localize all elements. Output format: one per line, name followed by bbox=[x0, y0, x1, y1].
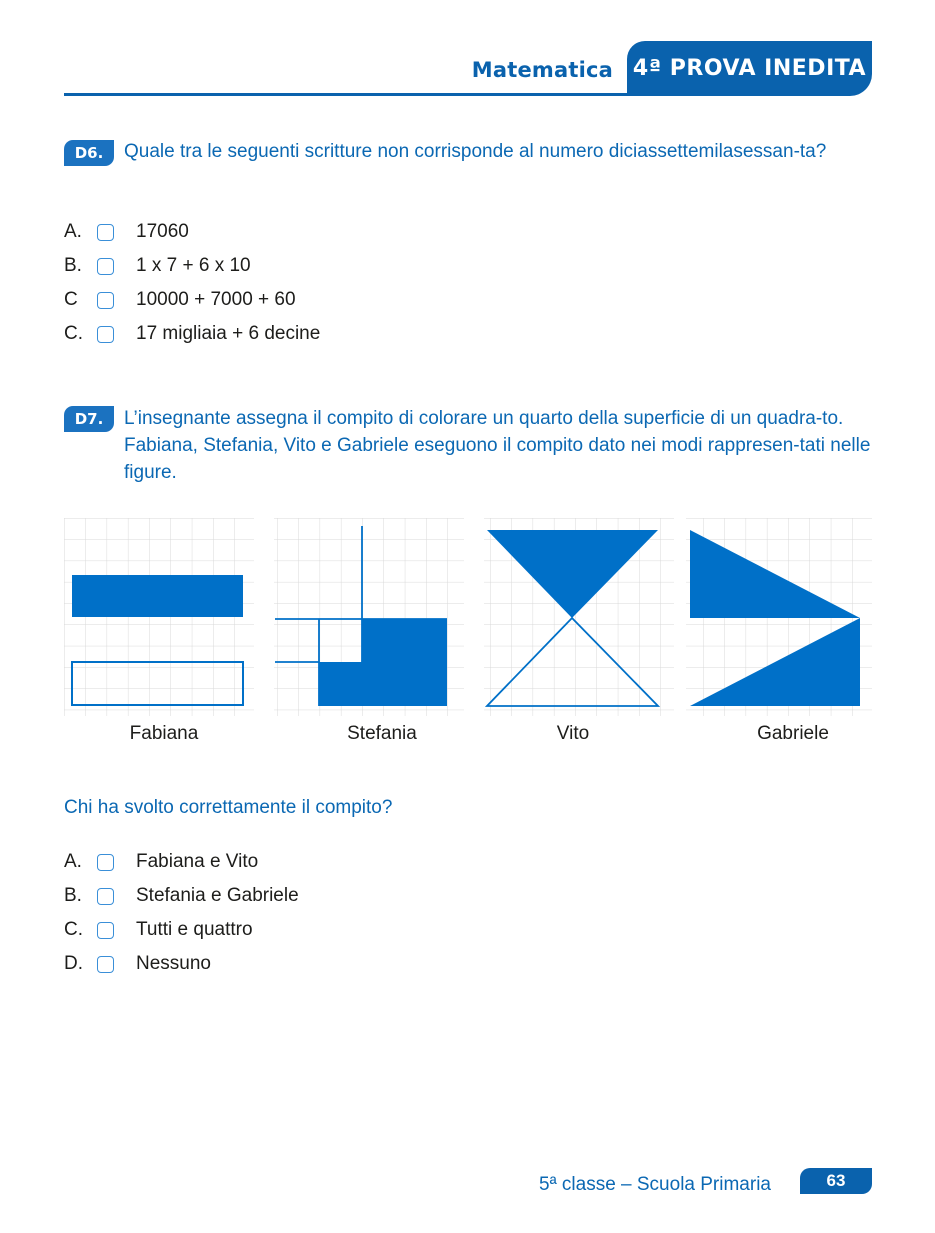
checkbox[interactable] bbox=[97, 258, 114, 275]
caption-vito: Vito bbox=[556, 723, 590, 744]
option-d6-d[interactable] bbox=[64, 317, 320, 351]
figures-panel bbox=[64, 518, 872, 718]
question-badge-d6: D6. bbox=[64, 140, 114, 166]
options-d7 bbox=[64, 845, 299, 981]
figures-svg bbox=[64, 518, 872, 718]
checkbox[interactable] bbox=[97, 922, 114, 939]
option-letter: A. bbox=[64, 221, 82, 242]
option-letter: A. bbox=[64, 851, 82, 872]
options-d6 bbox=[64, 215, 320, 351]
option-text: 1 x 7 + 6 x 10 bbox=[136, 255, 251, 276]
option-d7-d[interactable] bbox=[64, 947, 299, 981]
option-d6-c[interactable] bbox=[64, 283, 320, 317]
caption-stefania: Stefania bbox=[347, 723, 417, 744]
checkbox[interactable] bbox=[97, 888, 114, 905]
option-d7-c[interactable] bbox=[64, 913, 299, 947]
question-badge-d7: D7. bbox=[64, 406, 114, 432]
checkbox[interactable] bbox=[97, 956, 114, 973]
option-letter: B. bbox=[64, 255, 82, 276]
checkbox[interactable] bbox=[97, 326, 114, 343]
question-text-d7: L’insegnante assegna il compito di colorare un quarto della superficie di un quadra-to. Fabiana, Stefania, Vito e Gabriele eseguono il compito dato nei modi rappresen-tati nelle figure. bbox=[124, 408, 871, 483]
test-tab-label: 4ª PROVA INEDITA bbox=[632, 56, 867, 81]
option-d6-a[interactable] bbox=[64, 215, 320, 249]
caption-gabriele: Gabriele bbox=[757, 723, 829, 744]
header-rule bbox=[64, 93, 644, 96]
checkbox[interactable] bbox=[97, 854, 114, 871]
page-number: 63 bbox=[800, 1168, 872, 1194]
option-d6-b[interactable] bbox=[64, 249, 320, 283]
option-letter: C. bbox=[64, 323, 83, 344]
fabiana-filled-rect bbox=[72, 575, 243, 617]
option-text: Nessuno bbox=[136, 953, 211, 974]
option-d7-a[interactable] bbox=[64, 845, 299, 879]
option-letter: B. bbox=[64, 885, 82, 906]
stefania-small-square bbox=[319, 662, 362, 706]
option-text: 17 migliaia + 6 decine bbox=[136, 323, 321, 344]
caption-fabiana: Fabiana bbox=[129, 723, 199, 744]
option-text: 17060 bbox=[136, 221, 189, 242]
option-letter: C. bbox=[64, 919, 83, 940]
option-text: Fabiana e Vito bbox=[136, 851, 259, 872]
option-d7-b[interactable] bbox=[64, 879, 299, 913]
option-text: Tutti e quattro bbox=[136, 919, 253, 940]
option-letter: C bbox=[64, 289, 78, 310]
option-letter: D. bbox=[64, 953, 83, 974]
checkbox[interactable] bbox=[97, 292, 114, 309]
footer-class-label: 5ª classe – Scuola Primaria bbox=[539, 1174, 771, 1195]
stefania-big-square bbox=[362, 619, 447, 706]
option-text: Stefania e Gabriele bbox=[136, 885, 299, 906]
option-text: 10000 + 7000 + 60 bbox=[136, 289, 296, 310]
checkbox[interactable] bbox=[97, 224, 114, 241]
subject-title: Matematica bbox=[471, 58, 613, 82]
followup-question: Chi ha svolto correttamente il compito? bbox=[64, 797, 393, 818]
question-text-d6: Quale tra le seguenti scritture non corrisponde al numero diciassettemilasessan-ta? bbox=[124, 141, 827, 162]
test-tab bbox=[627, 41, 872, 96]
